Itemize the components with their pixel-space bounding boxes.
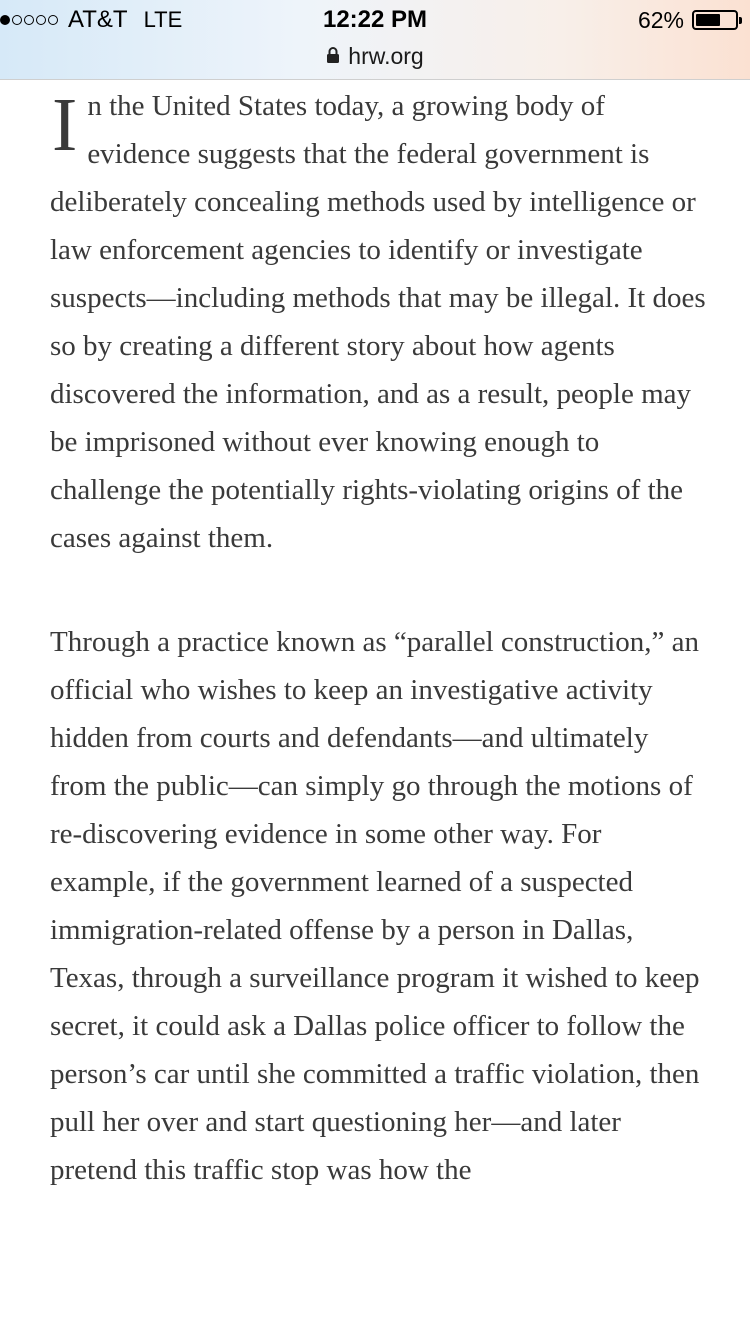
- article-body: [50, 82, 710, 1194]
- battery-info: [638, 6, 738, 34]
- status-bar: [0, 0, 750, 80]
- url-bar[interactable]: [0, 42, 750, 70]
- network-type: LTE: [143, 7, 183, 32]
- article-paragraph: Through a practice known as “parallel construction,” an official who wishes to keep an investigative activity hidden from courts and defendants—and ultimately from the public—can simply go through the motions of re-discovering evidence in some other way. For example, if the government learned of a suspected immigration-related offense by a person in Dallas, Texas, through a surveillance program it wished to keep secret, it could ask a Dallas police officer to follow the person’s car until she committed a traffic violation, then pull her over and start questioning her—and later pretend this traffic stop was how the: [50, 626, 700, 1186]
- article-paragraph: [50, 82, 710, 562]
- battery-percent: 62%: [637, 6, 684, 33]
- battery-icon: [692, 10, 738, 30]
- carrier-name: AT&T: [68, 6, 128, 33]
- drop-cap: I: [52, 83, 78, 167]
- battery-fill: [696, 14, 720, 26]
- clock: 12:22 PM: [322, 6, 428, 33]
- paragraph-text: n the United States today, a growing body of evidence suggests that the federal government is deliberately concealing methods used by intelligence or law enforcement agencies to identify or investigate suspects—including methods that may be illegal. It does so by creating a different story about how agents discovered the information, and as a result, people may be imprisoned without ever knowing enough to challenge the potentially rights-violating origins of the cases against them.: [50, 90, 706, 554]
- url-domain: hrw.org: [348, 42, 424, 69]
- battery-nub: [739, 17, 742, 24]
- lock-icon: [326, 43, 340, 70]
